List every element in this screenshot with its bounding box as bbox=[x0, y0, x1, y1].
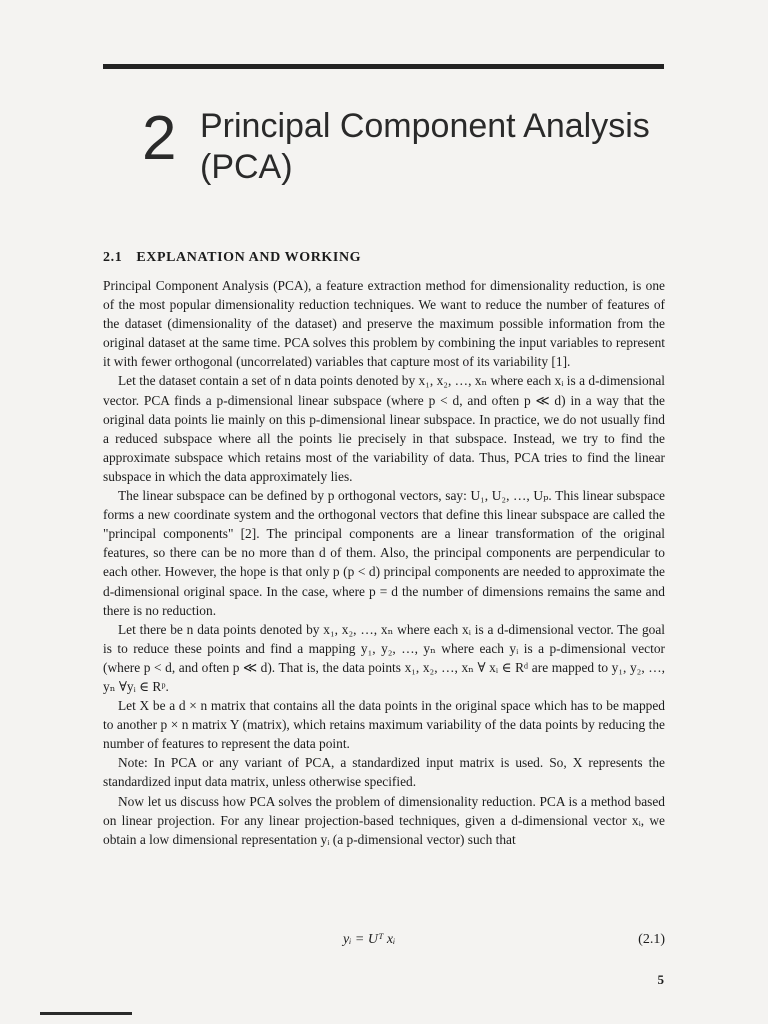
equation-2-1 bbox=[103, 930, 665, 954]
paragraph-7: Now let us discuss how PCA solves the problem of dimensionality reduction. PCA is a method based on linear projection. For any linear projection-based techniques, given a d-dimensional vector xᵢ, we obtain a low dimensional representation yᵢ (a p-dimensional vector) such that bbox=[103, 793, 665, 847]
section-number: 2.1 bbox=[103, 250, 123, 265]
paragraph-2: Let the dataset contain a set of n data points denoted by x₁, x₂, …, xₙ where each xᵢ is a d-dimensional vector. PCA finds a p-dimensional linear subspace (where p < d, and often p ≪ d) in a way that the original data points lie mainly on this p-dimensional linear subspace. In practice, we do not usually find a reduced subspace where all the points lie precisely in that subspace. Instead, we try to find the approximate subspace which retains most of the variability of data. Thus, PCA tries to find the linear subspace in which the data approximately lies. bbox=[103, 373, 665, 484]
page-number: 5 bbox=[657, 972, 664, 987]
paragraph-3: The linear subspace can be defined by p orthogonal vectors, say: U₁, U₂, …, Uₚ. This linear subspace forms a new coordinate system and the orthogonal vectors that define this linear subspace are called the "principal components" [2]. The principal components are a linear transformation of the original features, so there can be no more than d of them. Also, the principal components are perpendicular to each other. However, the hope is that only p (p < d) principal components are needed to approximate the d-dimensional original space. In the case, where p = d the number of dimensions remains the same and there is no reduction. bbox=[103, 488, 665, 618]
chapter-number: 2 bbox=[142, 104, 177, 173]
body-text bbox=[103, 276, 665, 849]
section-heading bbox=[103, 250, 361, 266]
section-title: EXPLANATION AND WORKING bbox=[136, 250, 362, 265]
paragraph-5: Let X be a d × n matrix that contains all the data points in the original space which has to be mapped to another p × n matrix Y (matrix), which retains maximum variability of the data points by reducing the number of features to represent the data point. bbox=[103, 698, 665, 752]
bottom-edge-mark bbox=[40, 1012, 132, 1015]
equation-expression: yᵢ = Uᵀ xᵢ bbox=[343, 932, 396, 947]
equation-label: (2.1) bbox=[638, 932, 665, 947]
paragraph-6: Note: In PCA or any variant of PCA, a standardized input matrix is used. So, X represents the standardized input data matrix, unless otherwise specified. bbox=[103, 755, 665, 790]
chapter-top-rule bbox=[103, 64, 664, 69]
paragraph-4: Let there be n data points denoted by x₁, x₂, …, xₙ where each xᵢ is a d-dimensional vector. The goal is to reduce these points and find a mapping y₁, y₂, …, yₙ where each yᵢ is a p-dimensional vector (where p < d, and often p ≪ d). That is, the data points x₁, x₂, …, xₙ ∀ xᵢ ∈ Rᵈ are mapped to y₁, y₂, …, yₙ ∀yᵢ ∈ Rᵖ. bbox=[103, 621, 665, 694]
chapter-title: Principal Component Analysis (PCA) bbox=[200, 107, 650, 186]
paragraph-1: Principal Component Analysis (PCA), a feature extraction method for dimensionality reduction, is one of the most popular dimensionality reduction techniques. We want to reduce the number of features of the dataset (dimensionality of the dataset) and preserve the maximum possible information from the original dataset at the same time. PCA solves this problem by combining the input variables to represent it with fewer orthogonal (uncorrelated) variables that capture most of its variability [1]. bbox=[103, 278, 665, 370]
